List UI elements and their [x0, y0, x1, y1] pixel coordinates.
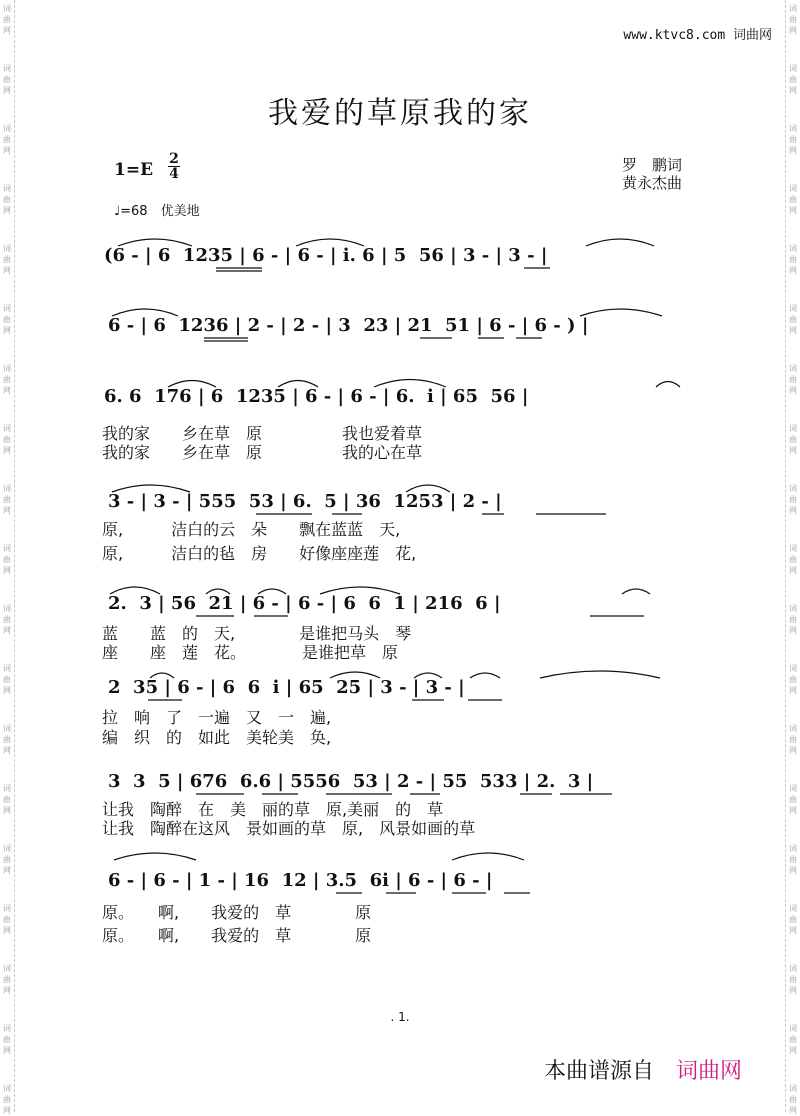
slur [110, 587, 160, 594]
system-8-lyric-2: 原。 啊, 我爱的 草 原 [102, 926, 372, 945]
watermark-char: 词 [3, 484, 11, 493]
slur [452, 853, 524, 860]
slur [112, 485, 190, 492]
watermark-char: 词 [3, 544, 11, 553]
watermark-char: 网 [3, 686, 11, 695]
watermark-char: 词 [3, 4, 11, 13]
watermark-char: 词 [789, 4, 797, 13]
source-footer [544, 1054, 742, 1085]
watermark-char: 词 [3, 964, 11, 973]
song-title: 我爱的草原我的家 [268, 96, 532, 131]
watermark-char: 网 [789, 986, 797, 995]
slur [330, 672, 380, 678]
key-signature: 1=E [114, 160, 154, 180]
watermark-char: 曲 [789, 495, 797, 504]
system-6-lyric-2: 编 织 的 如此 美轮美 奂, [102, 728, 332, 747]
watermark-char: 词 [3, 304, 11, 313]
lyricist: 罗 鹏词 [622, 156, 683, 174]
watermark-char: 曲 [3, 375, 11, 384]
watermark-char: 曲 [789, 195, 797, 204]
watermark-char: 网 [3, 926, 11, 935]
system-8-lyric-1: 原。 啊, 我爱的 草 原 [102, 903, 372, 922]
watermark-char: 曲 [789, 1095, 797, 1104]
system-5-lyric-1: 蓝 蓝 的 天, 是谁把马头 琴 [102, 624, 412, 643]
watermark-char: 网 [3, 86, 11, 95]
watermark-char: 曲 [789, 975, 797, 984]
watermark-char: 曲 [3, 1035, 11, 1044]
watermark-char: 词 [789, 664, 797, 673]
system-6-lyric-1: 拉 响 了 一遍 又 一 遍, [102, 708, 332, 727]
watermark-char: 曲 [789, 135, 797, 144]
source-label: 本曲谱源自 [544, 1059, 655, 1084]
watermark-char: 网 [789, 806, 797, 815]
watermark-char: 网 [789, 446, 797, 455]
composer: 黄永杰曲 [622, 174, 683, 192]
watermark-char: 词 [3, 1024, 11, 1033]
watermark-char: 词 [789, 304, 797, 313]
slur [406, 485, 450, 492]
slur [296, 239, 364, 246]
watermark-char: 网 [789, 26, 797, 35]
watermark-char: 网 [789, 566, 797, 575]
watermark-char: 词 [789, 1024, 797, 1033]
system-6-notes: 2 35 | 6 - | 6 6 i | 65 25 | 3 - | 3 - | [108, 677, 465, 698]
watermark-char: 网 [789, 146, 797, 155]
watermark-char: 曲 [3, 435, 11, 444]
watermark-char: 词 [3, 664, 11, 673]
watermark-char: 网 [3, 986, 11, 995]
time-signature-top: 2 [169, 151, 179, 167]
watermark-char: 词 [789, 484, 797, 493]
watermark-char: 词 [3, 184, 11, 193]
watermark-char: 网 [789, 86, 797, 95]
system-4-notes: 3 - | 3 - | 555 53 | 6. 5 | 36 1253 | 2 - | [108, 491, 502, 512]
slur [168, 381, 216, 388]
system-1-notes: (6 - | 6 1235 | 6 - | 6 - | i. 6 | 5 56 | 3 - | 3 - | [104, 245, 548, 266]
system-3-notes: 6. 6 176 | 6 1235 | 6 - | 6 - | 6. i | 65 56 | [104, 386, 529, 407]
watermark-char: 曲 [3, 975, 11, 984]
source-brand[interactable]: 词曲网 [676, 1059, 743, 1084]
slur [374, 380, 446, 388]
system-7-notes: 3 3 5 | 676 6.6 | 5556 53 | 2 - | 55 533 | 2. 3 | [108, 771, 594, 792]
watermark-char: 网 [789, 866, 797, 875]
watermark-char: 词 [789, 64, 797, 73]
watermark-char: 曲 [789, 435, 797, 444]
system-5-lyric-2: 座 座 莲 花。 是谁把草 原 [102, 643, 399, 662]
slur [470, 673, 500, 678]
slur [150, 673, 174, 678]
watermark-char: 词 [789, 904, 797, 913]
watermark-char: 曲 [789, 255, 797, 264]
watermark-char: 曲 [789, 375, 797, 384]
watermark-char: 网 [3, 386, 11, 395]
watermark-char: 网 [3, 26, 11, 35]
watermark-char: 网 [789, 1046, 797, 1055]
watermark-char: 网 [789, 386, 797, 395]
watermark-char: 网 [3, 326, 11, 335]
slur [580, 309, 662, 316]
watermark-char: 网 [3, 206, 11, 215]
watermark-char: 词 [3, 904, 11, 913]
watermark-char: 曲 [789, 675, 797, 684]
watermark-char: 网 [789, 266, 797, 275]
slur [656, 382, 680, 388]
watermark-char: 词 [789, 184, 797, 193]
watermark-char: 曲 [3, 795, 11, 804]
watermark-char: 词 [3, 604, 11, 613]
watermark-char: 词 [3, 1084, 11, 1093]
watermark-char: 网 [3, 146, 11, 155]
slur [118, 239, 192, 246]
watermark-char: 词 [3, 244, 11, 253]
system-7-lyric-1: 让我 陶醉 在 美 丽的草 原,美丽 的 草 [102, 800, 444, 819]
watermark-char: 网 [3, 266, 11, 275]
watermark-char: 词 [789, 724, 797, 733]
watermark-char: 词 [3, 124, 11, 133]
watermark-char: 曲 [3, 15, 11, 24]
slur [258, 589, 286, 594]
system-4-lyric-1: 原, 洁白的云 朵 飘在蓝蓝 天, [102, 520, 401, 539]
watermark-char: 词 [789, 1084, 797, 1093]
watermark-char: 曲 [789, 915, 797, 924]
slur [114, 853, 196, 860]
system-7-lyric-2: 让我 陶醉在这风 景如画的草 原, 风景如画的草 [102, 819, 476, 838]
watermark-char: 网 [3, 446, 11, 455]
watermark-char: 词 [789, 844, 797, 853]
watermark-char: 曲 [3, 495, 11, 504]
watermark-char: 曲 [789, 1035, 797, 1044]
watermark-char: 词 [789, 784, 797, 793]
watermark-char: 曲 [3, 615, 11, 624]
watermark-char: 词 [3, 424, 11, 433]
watermark-char: 网 [3, 566, 11, 575]
watermark-char: 曲 [789, 855, 797, 864]
watermark-char: 词 [3, 844, 11, 853]
watermark-char: 网 [789, 1106, 797, 1115]
watermark-char: 网 [3, 1106, 11, 1115]
watermark-char: 网 [3, 626, 11, 635]
watermark-char: 曲 [789, 735, 797, 744]
page-number: . 1. [390, 1010, 410, 1024]
watermark-char: 曲 [3, 75, 11, 84]
system-8-notes: 6 - | 6 - | 1 - | 16 12 | 3.5 6i | 6 - | 6 - | [108, 870, 493, 891]
slur [320, 587, 400, 594]
system-3-lyric-1: 我的家 乡在草 原 我也爱着草 [102, 424, 423, 443]
watermark-char: 词 [789, 124, 797, 133]
watermark-char: 网 [789, 626, 797, 635]
watermark-char: 曲 [3, 735, 11, 744]
slur [540, 671, 660, 678]
watermark-char: 网 [789, 686, 797, 695]
watermark-char: 网 [3, 866, 11, 875]
slur [112, 309, 178, 316]
watermark-char: 曲 [3, 675, 11, 684]
watermark-char: 词 [3, 724, 11, 733]
watermark-char: 词 [3, 364, 11, 373]
slur [278, 381, 318, 388]
watermark-char: 曲 [789, 795, 797, 804]
watermark-char: 网 [789, 746, 797, 755]
watermark-char: 曲 [3, 135, 11, 144]
watermark-char: 曲 [789, 315, 797, 324]
watermark-char: 词 [789, 604, 797, 613]
watermark-char: 曲 [789, 555, 797, 564]
watermark-char: 曲 [789, 15, 797, 24]
watermark-char: 词 [789, 244, 797, 253]
watermark-char: 词 [3, 64, 11, 73]
watermark-char: 词 [789, 964, 797, 973]
slur [414, 673, 442, 678]
system-4-lyric-2: 原, 洁白的毡 房 好像座座莲 花, [102, 544, 417, 563]
watermark-char: 词 [789, 424, 797, 433]
watermark-char: 网 [3, 806, 11, 815]
watermark-char: 网 [3, 746, 11, 755]
system-5-notes: 2. 3 | 56 21 | 6 - | 6 - | 6 6 1 | 216 6 | [108, 593, 501, 614]
watermark-char: 曲 [3, 915, 11, 924]
watermark-char: 曲 [3, 255, 11, 264]
watermark-char: 曲 [3, 555, 11, 564]
watermark-char: 网 [789, 326, 797, 335]
watermark-char: 词 [789, 364, 797, 373]
system-3-lyric-2: 我的家 乡在草 原 我的心在草 [102, 443, 423, 462]
watermark-char: 网 [3, 506, 11, 515]
watermark-char: 网 [789, 506, 797, 515]
time-signature-bottom: 4 [169, 166, 179, 182]
watermark-char: 曲 [3, 1095, 11, 1104]
watermark-char: 曲 [789, 75, 797, 84]
watermark-char: 网 [789, 926, 797, 935]
watermark-char: 词 [789, 544, 797, 553]
tempo-marking: ♩=68 优美地 [114, 204, 200, 219]
watermark-char: 词 [3, 784, 11, 793]
watermark-char: 曲 [789, 615, 797, 624]
system-2-notes: 6 - | 6 1236 | 2 - | 2 - | 3 23 | 21 51 | 6 - | 6 - ) | [108, 315, 589, 336]
watermark-char: 曲 [3, 315, 11, 324]
slur [586, 239, 654, 246]
watermark-char: 曲 [3, 855, 11, 864]
watermark-char: 网 [3, 1046, 11, 1055]
watermark-char: 网 [789, 206, 797, 215]
watermark-char: 曲 [3, 195, 11, 204]
slur [206, 589, 230, 594]
slur [622, 589, 650, 594]
site-url[interactable]: www.ktvc8.com 词曲网 [623, 28, 772, 43]
